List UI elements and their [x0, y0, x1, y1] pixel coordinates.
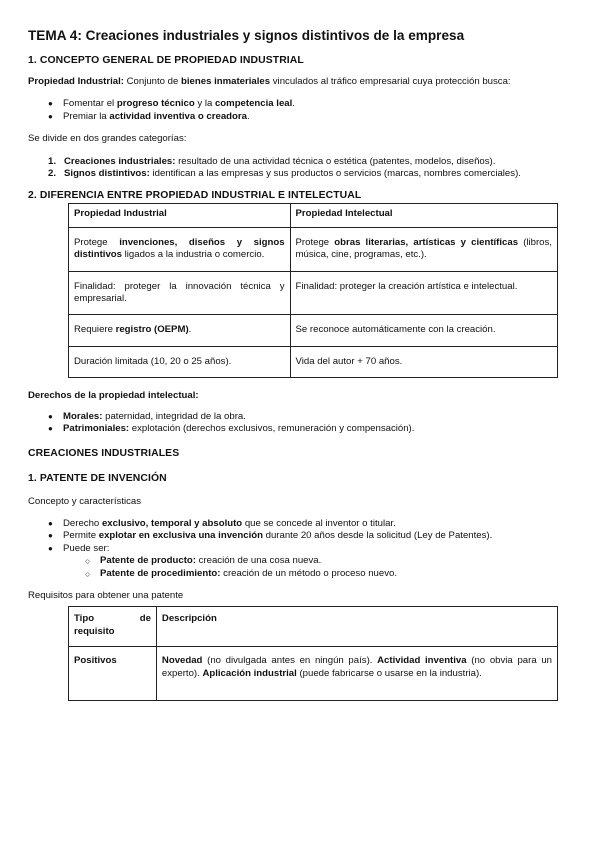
table-cell: Se reconoce automáticamente con la creación.	[290, 315, 557, 346]
derechos-heading: Derechos de la propiedad intelectual:	[28, 390, 199, 402]
table-cell: Duración limitada (10, 20 o 25 años).	[69, 346, 291, 377]
definition-term: Propiedad Industrial:	[28, 76, 124, 87]
list-item: ● Patrimoniales: explotación (derechos exclusivos, remuneración y compensación).	[48, 423, 572, 435]
list-item: ● Derecho exclusivo, temporal y absoluto que se concede al inventor o titular.	[48, 518, 572, 530]
table-row	[69, 647, 558, 701]
table-header-row	[69, 204, 558, 227]
requisitos-intro: Requisitos para obtener una patente	[28, 589, 184, 601]
list-item: ● Puede ser: ○ Patente de producto: creación de una cosa nueva. ○ Patente de procedimiento: creación de un método o proceso nuevo.	[48, 543, 572, 580]
derechos-list	[28, 411, 572, 436]
table-cell: Finalidad: proteger la innovación técnica y empresarial.	[69, 271, 291, 315]
comparison-table	[68, 203, 558, 378]
table-header-row	[69, 607, 558, 647]
section-heading-diferencia: 2. DIFERENCIA ENTRE PROPIEDAD INDUSTRIAL E INTELECTUAL	[28, 190, 362, 202]
table-cell: Positivos	[69, 647, 157, 701]
table-cell: Protege invenciones, diseños y signos distintivos ligados a la industria o comercio.	[69, 227, 291, 271]
list-item: 2. Signos distintivos: identifican a las empresas y sus productos o servicios (marcas, nombres comerciales).	[48, 168, 521, 180]
table-header-cell: Descripción	[156, 607, 557, 647]
patente-intro: Concepto y características	[28, 495, 142, 507]
list-item: ○ Patente de procedimiento: creación de un método o proceso nuevo.	[85, 568, 572, 580]
list-item: ● Premiar la actividad inventiva o creadora.	[48, 111, 572, 123]
patente-list	[28, 518, 572, 580]
table-cell: Protege obras literarias, artísticas y científicas (libros, música, cine, programas, etc.).	[290, 227, 557, 271]
section-heading-concepto: 1. CONCEPTO GENERAL DE PROPIEDAD INDUSTRIAL	[28, 55, 304, 66]
patente-types-list	[63, 555, 572, 580]
divide-paragraph: Se divide en dos grandes categorías:	[28, 133, 187, 145]
requisitos-table	[68, 606, 558, 701]
creaciones-heading: CREACIONES INDUSTRIALES	[28, 447, 180, 459]
list-item: ● Permite explotar en exclusiva una invención durante 20 años desde la solicitud (Ley de Patentes).	[48, 530, 572, 542]
table-cell: Finalidad: proteger la creación artística e intelectual.	[290, 271, 557, 315]
table-cell: Vida del autor + 70 años.	[290, 346, 557, 377]
patente-heading: 1. PATENTE DE INVENCIÓN	[28, 472, 167, 484]
list-item: ● Fomentar el progreso técnico y la competencia leal.	[48, 98, 572, 110]
list-item: 1. Creaciones industriales: resultado de una actividad técnica o estética (patentes, modelos, diseños).	[48, 155, 496, 167]
page-title: TEMA 4: Creaciones industriales y signos distintivos de la empresa	[28, 28, 465, 43]
table-header-cell: Propiedad Intelectual	[290, 204, 557, 227]
table-header-cell: Tipo de requisito	[69, 607, 157, 647]
categories-list	[28, 156, 572, 181]
table-row	[69, 315, 558, 346]
table-row	[69, 271, 558, 315]
table-cell: Novedad (no divulgada antes en ningún país). Actividad inventiva (no obvia para un experto). Aplicación industrial (puede fabricarse o usarse en la industria).	[156, 647, 557, 701]
definition-paragraph: Propiedad Industrial: Conjunto de bienes inmateriales vinculados al tráfico empresarial cuya protección busca:	[28, 76, 511, 87]
purpose-list	[28, 98, 572, 123]
table-header-cell: Propiedad Industrial	[69, 204, 291, 227]
list-item: ● Morales: paternidad, integridad de la obra.	[48, 411, 572, 423]
table-row	[69, 346, 558, 377]
table-row	[69, 227, 558, 271]
list-item: ○ Patente de producto: creación de una cosa nueva.	[85, 555, 572, 567]
table-cell: Requiere registro (OEPM).	[69, 315, 291, 346]
